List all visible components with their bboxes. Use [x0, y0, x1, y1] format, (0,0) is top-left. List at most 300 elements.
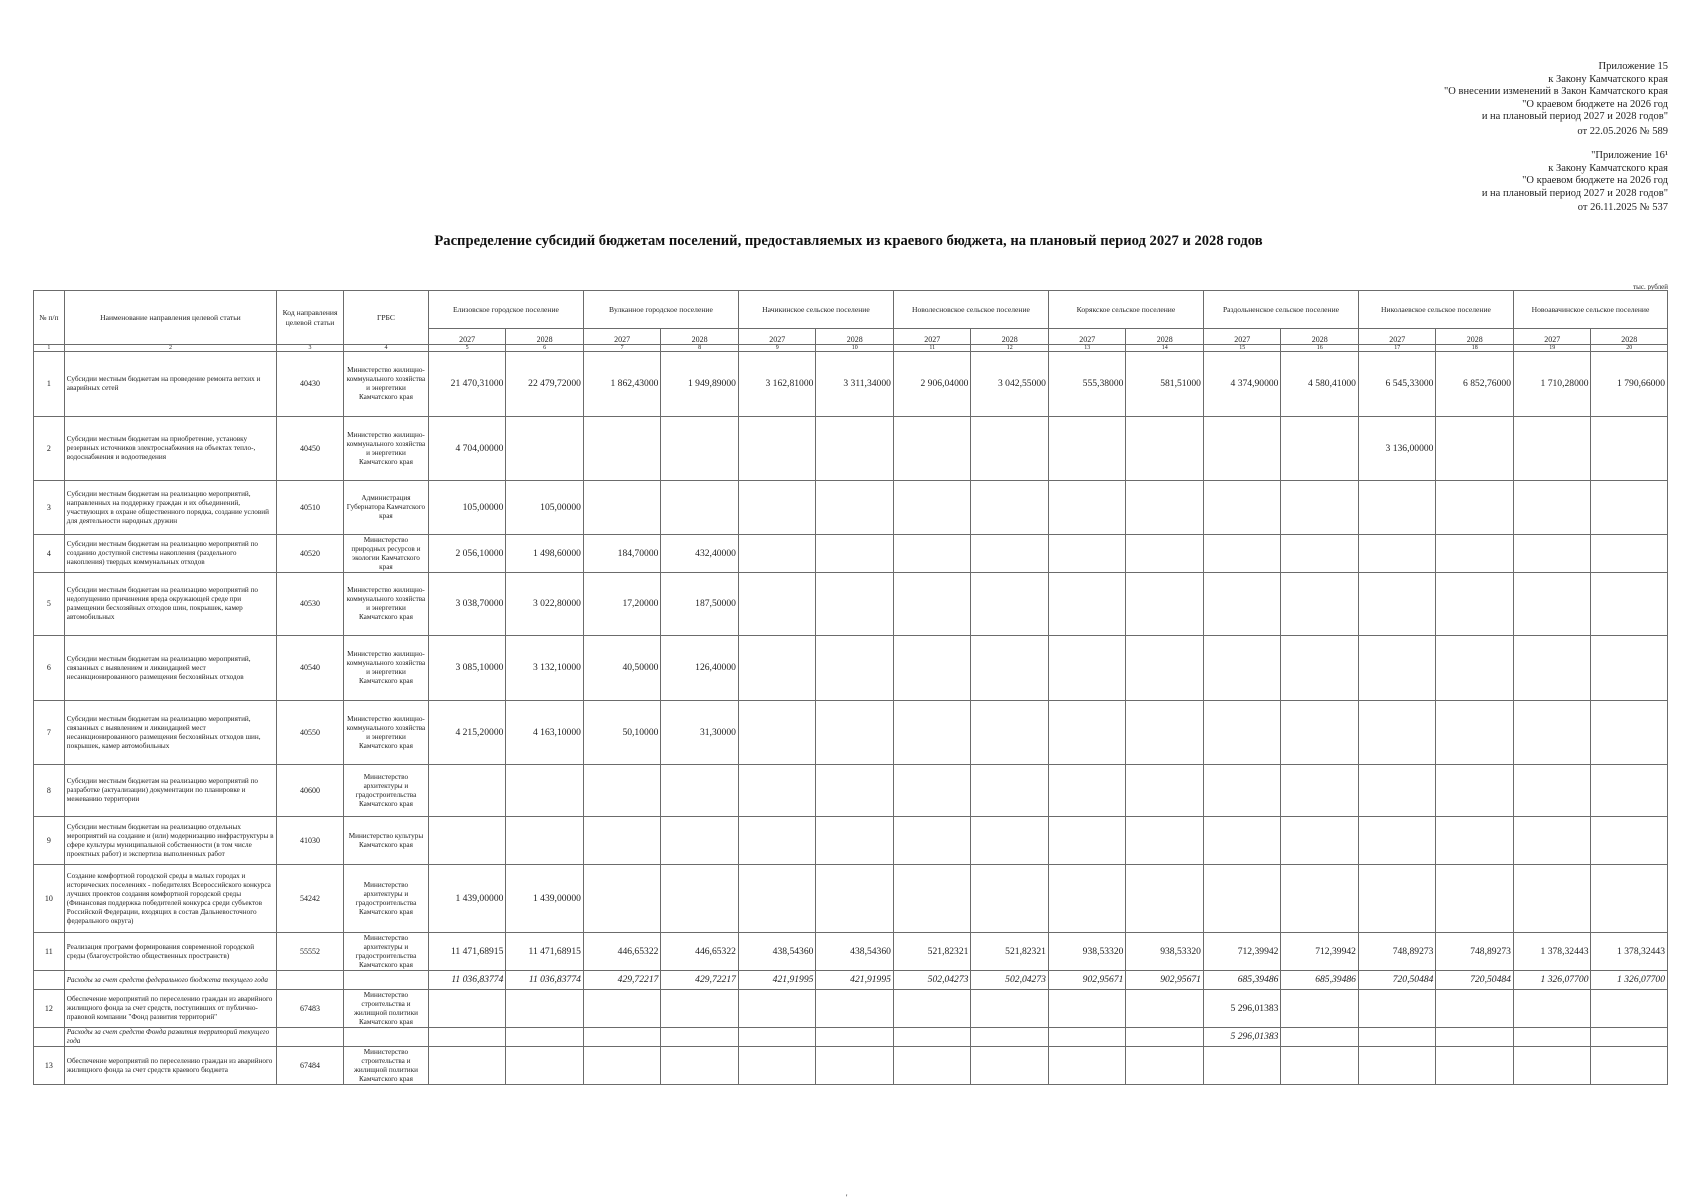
row-code: 54242 [277, 865, 344, 933]
row-name: Расходы за счет средств Фонда развития территорий текущего года [64, 1028, 276, 1047]
row-value [1203, 417, 1281, 481]
row-code: 55552 [277, 933, 344, 971]
year-header: 2027 [583, 329, 661, 345]
row-number: 13 [34, 1047, 65, 1085]
row-value [1126, 573, 1204, 636]
row-value [1126, 417, 1204, 481]
settlement-header: Начикинское сельское поселение [738, 291, 893, 329]
row-value [1281, 636, 1359, 701]
settlement-header: Новоавачинское сельское поселение [1513, 291, 1667, 329]
column-number: 17 [1358, 345, 1436, 352]
row-value [893, 573, 971, 636]
row-value [1048, 701, 1126, 765]
row-value [1591, 636, 1668, 701]
row-value [1358, 701, 1436, 765]
row-value: 105,00000 [428, 481, 506, 535]
row-value: 1 790,66000 [1591, 352, 1668, 417]
row-value [816, 990, 894, 1028]
year-header: 2027 [1203, 329, 1281, 345]
row-value [1513, 417, 1591, 481]
row-code: 40510 [277, 481, 344, 535]
row-value [1048, 765, 1126, 817]
row-value [816, 573, 894, 636]
document-title: Распределение субсидий бюджетам поселений, предоставляемых из краевого бюджета, на плановый период 2027 и 2028 годов [434, 233, 1263, 249]
appendix-header-date: от 26.11.2025 № 537 [1577, 202, 1668, 214]
row-value [1203, 535, 1281, 573]
row-value [1436, 1047, 1514, 1085]
row-value: 581,51000 [1126, 352, 1204, 417]
row-grbs: Министерство строительства и жилищной политики Камчатского края [343, 990, 428, 1028]
row-value [1048, 481, 1126, 535]
year-header: 2028 [1281, 329, 1359, 345]
row-value [428, 817, 506, 865]
row-grbs: Министерство жилищно-коммунального хозяйства и энергетики Камчатского края [343, 573, 428, 636]
row-code: 67483 [277, 990, 344, 1028]
column-number: 2 [64, 345, 276, 352]
column-number: 8 [661, 345, 739, 352]
row-name: Субсидии местным бюджетам на реализацию мероприятий, связанных с выявлением и ликвидацией мест несанкционированного размещения бесхозяйных отходов шин, покрышек, камер автомобильных [64, 701, 276, 765]
row-value: 4 374,90000 [1203, 352, 1281, 417]
row-name: Обеспечение мероприятий по переселению граждан из аварийного жилищного фонда за счет средств краевого бюджета [64, 1047, 276, 1085]
year-header: 2028 [1436, 329, 1514, 345]
row-value [1126, 1028, 1204, 1047]
row-value [661, 817, 739, 865]
year-header: 2028 [661, 329, 739, 345]
settlement-header: Корякское сельское поселение [1048, 291, 1203, 329]
row-name: Субсидии местным бюджетам на реализацию отдельных мероприятий на создание и (или) модернизацию инфраструктуры в сфере культуры муниципальной собственности (в том числе проектных работ) и экспертиза выполненных работ [64, 817, 276, 865]
year-header: 2028 [1591, 329, 1668, 345]
row-value [1513, 1028, 1591, 1047]
row-code: 40530 [277, 573, 344, 636]
row-value: 22 479,72000 [506, 352, 584, 417]
row-value: 5 296,01383 [1203, 1028, 1281, 1047]
row-value: 748,89273 [1358, 933, 1436, 971]
row-value [1203, 481, 1281, 535]
row-name: Субсидии местным бюджетам на реализацию мероприятий по созданию доступной системы накопления (раздельного накопления) твердых коммунальных отходов [64, 535, 276, 573]
row-value: 502,04273 [893, 971, 971, 990]
row-value [583, 1028, 661, 1047]
row-grbs: Министерство архитектуры и градостроительства Камчатского края [343, 933, 428, 971]
row-value [661, 481, 739, 535]
row-value: 938,53320 [1126, 933, 1204, 971]
row-grbs: Министерство жилищно-коммунального хозяйства и энергетики Камчатского края [343, 417, 428, 481]
row-value: 3 038,70000 [428, 573, 506, 636]
year-header: 2027 [893, 329, 971, 345]
row-value: 11 471,68915 [428, 933, 506, 971]
row-value [1513, 636, 1591, 701]
row-value [1048, 865, 1126, 933]
row-value [583, 417, 661, 481]
row-number: 7 [34, 701, 65, 765]
row-value [1358, 481, 1436, 535]
row-value [1281, 1047, 1359, 1085]
column-number: 4 [343, 345, 428, 352]
row-value [1358, 990, 1436, 1028]
row-value: 105,00000 [506, 481, 584, 535]
row-value: 446,65322 [583, 933, 661, 971]
row-value [1126, 1047, 1204, 1085]
row-value [1436, 481, 1514, 535]
row-value: 712,39942 [1203, 933, 1281, 971]
row-value: 712,39942 [1281, 933, 1359, 971]
row-grbs: Министерство жилищно-коммунального хозяйства и энергетики Камчатского края [343, 701, 428, 765]
row-value [893, 865, 971, 933]
row-number [34, 1028, 65, 1047]
row-value [1436, 573, 1514, 636]
row-value [428, 1028, 506, 1047]
row-value: 4 163,10000 [506, 701, 584, 765]
row-value [971, 817, 1049, 865]
column-number: 13 [1048, 345, 1126, 352]
row-name: Обеспечение мероприятий по переселению граждан из аварийного жилищного фонда за счет средств, поступивших от публично-правовой компании "Фонд развития территорий" [64, 990, 276, 1028]
row-value: 902,95671 [1048, 971, 1126, 990]
row-value: 1 326,07700 [1513, 971, 1591, 990]
row-grbs: Министерство архитектуры и градостроительства Камчатского края [343, 765, 428, 817]
row-value: 502,04273 [971, 971, 1049, 990]
column-number: 20 [1591, 345, 1668, 352]
year-header: 2027 [738, 329, 816, 345]
row-value [661, 1047, 739, 1085]
unit-label: тыс. рублей [1633, 283, 1668, 291]
settlement-header: Раздольненское сельское поселение [1203, 291, 1358, 329]
row-value [1203, 765, 1281, 817]
row-value: 11 471,68915 [506, 933, 584, 971]
row-code: 40550 [277, 701, 344, 765]
table-subrow [34, 971, 1668, 990]
column-number: 11 [893, 345, 971, 352]
row-value: 2 056,10000 [428, 535, 506, 573]
row-value [1513, 535, 1591, 573]
row-grbs [343, 1028, 428, 1047]
row-value [738, 817, 816, 865]
row-value [1591, 765, 1668, 817]
header-code: Код направления целевой статьи [277, 291, 344, 345]
row-value [816, 1047, 894, 1085]
row-value [1203, 865, 1281, 933]
header-line: "О внесении изменений в Закон Камчатского края [1444, 86, 1668, 98]
row-value: 5 296,01383 [1203, 990, 1281, 1028]
row-number: 6 [34, 636, 65, 701]
row-value [661, 865, 739, 933]
row-code: 40450 [277, 417, 344, 481]
table-row [34, 701, 1668, 765]
table-row [34, 817, 1668, 865]
year-header: 2028 [1126, 329, 1204, 345]
row-value [738, 1028, 816, 1047]
header-line: "О краевом бюджете на 2026 год [1522, 98, 1668, 110]
page-mark: ' [846, 1193, 848, 1202]
table-row [34, 933, 1668, 971]
row-value [738, 417, 816, 481]
row-value [816, 417, 894, 481]
column-number: 7 [583, 345, 661, 352]
row-grbs: Администрация Губернатора Камчатского края [343, 481, 428, 535]
column-number: 1 [34, 345, 65, 352]
row-value [1436, 765, 1514, 817]
row-value [738, 1047, 816, 1085]
row-value [893, 481, 971, 535]
row-value: 1 439,00000 [428, 865, 506, 933]
row-number: 10 [34, 865, 65, 933]
column-number: 16 [1281, 345, 1359, 352]
row-number: 5 [34, 573, 65, 636]
year-header: 2027 [428, 329, 506, 345]
row-value [583, 817, 661, 865]
table-row [34, 573, 1668, 636]
row-value: 1 378,32443 [1513, 933, 1591, 971]
row-grbs: Министерство жилищно-коммунального хозяйства и энергетики Камчатского края [343, 352, 428, 417]
row-value [1358, 765, 1436, 817]
row-value [816, 1028, 894, 1047]
row-value: 3 311,34000 [816, 352, 894, 417]
row-value [971, 990, 1049, 1028]
row-value [1358, 865, 1436, 933]
row-value [1591, 817, 1668, 865]
row-value: 187,50000 [661, 573, 739, 636]
row-value: 126,40000 [661, 636, 739, 701]
row-value [1513, 481, 1591, 535]
row-number [34, 971, 65, 990]
row-value: 11 036,83774 [428, 971, 506, 990]
row-value [506, 417, 584, 481]
row-value [1048, 1028, 1126, 1047]
header-grbs: ГРБС [343, 291, 428, 345]
row-value [971, 765, 1049, 817]
table-row [34, 352, 1668, 417]
row-grbs: Министерство строительства и жилищной политики Камчатского края [343, 1047, 428, 1085]
row-value [1513, 701, 1591, 765]
appendix-header-date: от 22.05.2026 № 589 [1577, 125, 1668, 137]
row-value: 31,30000 [661, 701, 739, 765]
row-value [1513, 990, 1591, 1028]
appendix-header-current [1444, 61, 1668, 139]
table-row [34, 636, 1668, 701]
row-value [816, 481, 894, 535]
settlement-header: Вулканное городское поселение [583, 291, 738, 329]
row-value [1048, 636, 1126, 701]
table-row [34, 1047, 1668, 1085]
row-value [1203, 573, 1281, 636]
table-row [34, 990, 1668, 1028]
year-header: 2028 [506, 329, 584, 345]
row-value [971, 417, 1049, 481]
row-value [1436, 865, 1514, 933]
row-value: 1 710,28000 [1513, 352, 1591, 417]
row-value [971, 1047, 1049, 1085]
row-name: Субсидии местным бюджетам на реализацию мероприятий, направленных на поддержку граждан и их объединений, участвующих в охране общественного порядка, создание условий для деятельности народных дружин [64, 481, 276, 535]
row-value [816, 817, 894, 865]
row-value [1281, 481, 1359, 535]
column-number: 10 [816, 345, 894, 352]
row-name: Создание комфортной городской среды в малых городах и исторических поселениях - победителях Всероссийского конкурса лучших проектов создания комфортной городской среды (Финансовая поддержка победителей конкурса среди субъектов Российской Федерации, входящих в состав Дальневосточного федерального округа) [64, 865, 276, 933]
row-value: 3 022,80000 [506, 573, 584, 636]
row-value [1513, 573, 1591, 636]
row-value [1281, 417, 1359, 481]
header-line: "О краевом бюджете на 2026 год [1522, 175, 1668, 187]
row-value: 1 862,43000 [583, 352, 661, 417]
row-value [1436, 417, 1514, 481]
row-value [1513, 1047, 1591, 1085]
table-row [34, 765, 1668, 817]
row-value [1591, 1047, 1668, 1085]
column-number: 14 [1126, 345, 1204, 352]
row-value: 1 378,32443 [1591, 933, 1668, 971]
row-value [661, 990, 739, 1028]
row-value: 685,39486 [1281, 971, 1359, 990]
row-value [1281, 765, 1359, 817]
row-name: Субсидии местным бюджетам на проведение ремонта ветхих и аварийных сетей [64, 352, 276, 417]
row-value: 6 852,76000 [1436, 352, 1514, 417]
year-header: 2027 [1048, 329, 1126, 345]
row-value: 2 906,04000 [893, 352, 971, 417]
row-value: 184,70000 [583, 535, 661, 573]
year-header: 2028 [971, 329, 1049, 345]
row-value: 50,10000 [583, 701, 661, 765]
row-number: 4 [34, 535, 65, 573]
row-number: 12 [34, 990, 65, 1028]
column-number: 9 [738, 345, 816, 352]
row-value [1281, 865, 1359, 933]
row-value [506, 990, 584, 1028]
row-code: 67484 [277, 1047, 344, 1085]
table-row [34, 865, 1668, 933]
header-line: к Закону Камчатского края [1548, 73, 1668, 85]
row-value: 438,54360 [816, 933, 894, 971]
row-code [277, 1028, 344, 1047]
row-value [583, 481, 661, 535]
column-number: 19 [1513, 345, 1591, 352]
table-row [34, 481, 1668, 535]
row-value [428, 765, 506, 817]
row-value [1358, 573, 1436, 636]
row-value [971, 535, 1049, 573]
row-value: 429,72217 [583, 971, 661, 990]
row-value [1436, 636, 1514, 701]
row-value [971, 636, 1049, 701]
appendix-header-previous [1482, 150, 1668, 215]
row-value [583, 865, 661, 933]
row-value [971, 481, 1049, 535]
row-value [1126, 990, 1204, 1028]
row-value [971, 865, 1049, 933]
row-value [1048, 1047, 1126, 1085]
row-value: 748,89273 [1436, 933, 1514, 971]
row-value: 1 498,60000 [506, 535, 584, 573]
row-value [583, 765, 661, 817]
row-value [1513, 817, 1591, 865]
row-grbs: Министерство культуры Камчатского края [343, 817, 428, 865]
row-value [506, 817, 584, 865]
table-row [34, 535, 1668, 573]
row-value [1358, 535, 1436, 573]
row-value: 3 132,10000 [506, 636, 584, 701]
appendix-header-lines [1482, 150, 1668, 200]
row-value: 429,72217 [661, 971, 739, 990]
row-value: 902,95671 [1126, 971, 1204, 990]
row-value [738, 990, 816, 1028]
row-value [583, 1047, 661, 1085]
row-value [1126, 701, 1204, 765]
row-value [1048, 417, 1126, 481]
row-value [1126, 481, 1204, 535]
row-value: 446,65322 [661, 933, 739, 971]
row-value: 521,82321 [971, 933, 1049, 971]
column-number: 6 [506, 345, 584, 352]
row-value [506, 765, 584, 817]
row-value [1436, 1028, 1514, 1047]
row-value [1203, 636, 1281, 701]
row-grbs: Министерство жилищно-коммунального хозяйства и энергетики Камчатского края [343, 636, 428, 701]
header-line: и на плановый период 2027 и 2028 годов" [1481, 187, 1668, 199]
row-value [1203, 817, 1281, 865]
row-value [661, 765, 739, 817]
appendix-header-lines [1444, 61, 1668, 124]
row-number: 1 [34, 352, 65, 417]
row-value [738, 701, 816, 765]
row-value [893, 990, 971, 1028]
row-value: 1 326,07700 [1591, 971, 1668, 990]
row-value [506, 1047, 584, 1085]
row-value [1591, 990, 1668, 1028]
column-number: 12 [971, 345, 1049, 352]
row-value: 6 545,33000 [1358, 352, 1436, 417]
row-value: 40,50000 [583, 636, 661, 701]
header-line: "Приложение 16¹ [1591, 150, 1668, 161]
row-value: 720,50484 [1358, 971, 1436, 990]
row-code: 40600 [277, 765, 344, 817]
settlement-header: Николаевское сельское поселение [1358, 291, 1513, 329]
year-header: 2027 [1513, 329, 1591, 345]
settlement-header: Елизовское городское поселение [428, 291, 583, 329]
row-value [1281, 990, 1359, 1028]
subsidies-table [33, 290, 1668, 1085]
row-value: 432,40000 [661, 535, 739, 573]
row-value [428, 990, 506, 1028]
row-grbs: Министерство природных ресурсов и экологии Камчатского края [343, 535, 428, 573]
row-value [1126, 636, 1204, 701]
row-value [893, 765, 971, 817]
row-value: 3 042,55000 [971, 352, 1049, 417]
row-value [1203, 701, 1281, 765]
table-row [34, 417, 1668, 481]
row-code: 40540 [277, 636, 344, 701]
header-line: к Закону Камчатского края [1548, 162, 1668, 174]
row-number: 11 [34, 933, 65, 971]
row-name: Субсидии местным бюджетам на реализацию мероприятий, связанных с выявлением и ликвидацией мест несанкционированного размещения бесхозяйных отходов [64, 636, 276, 701]
row-value [1358, 1047, 1436, 1085]
row-value [1048, 990, 1126, 1028]
settlement-header: Новолесновское сельское поселение [893, 291, 1048, 329]
row-value: 685,39486 [1203, 971, 1281, 990]
row-number: 9 [34, 817, 65, 865]
row-value [1591, 1028, 1668, 1047]
row-value [1281, 701, 1359, 765]
row-value [1591, 573, 1668, 636]
row-value: 4 704,00000 [428, 417, 506, 481]
row-value: 1 949,89000 [661, 352, 739, 417]
row-value [738, 865, 816, 933]
row-grbs [343, 971, 428, 990]
row-value [893, 701, 971, 765]
row-value [893, 1047, 971, 1085]
row-value: 438,54360 [738, 933, 816, 971]
row-value: 4 215,20000 [428, 701, 506, 765]
row-value: 21 470,31000 [428, 352, 506, 417]
row-value: 3 085,10000 [428, 636, 506, 701]
column-number: 3 [277, 345, 344, 352]
row-value [893, 636, 971, 701]
row-value [1126, 765, 1204, 817]
